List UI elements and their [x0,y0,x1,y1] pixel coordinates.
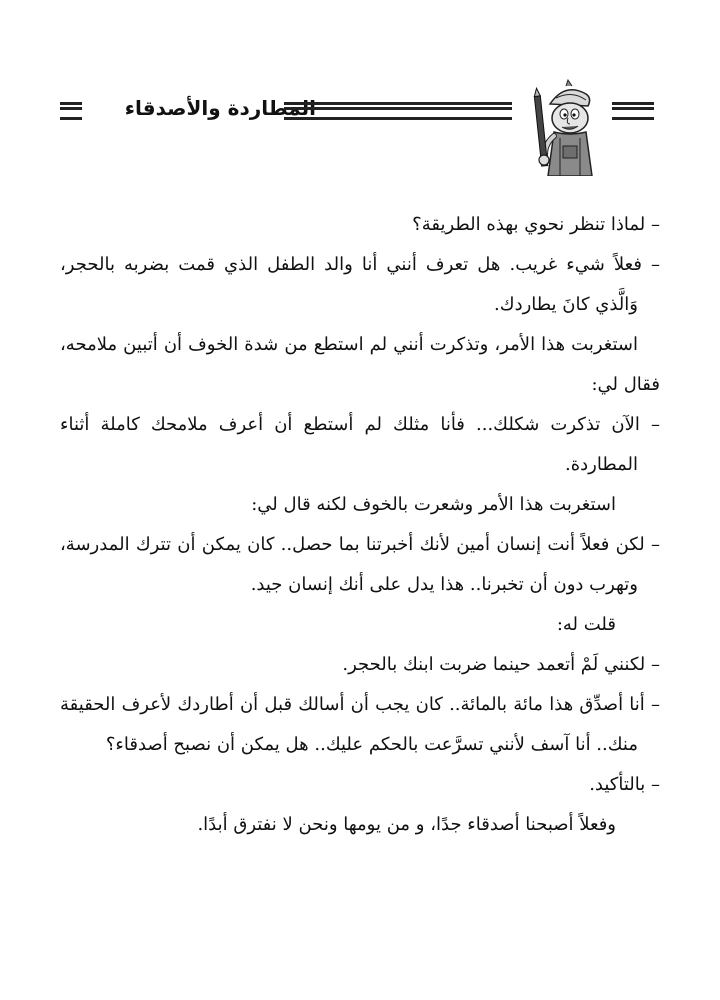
header-rule-middle [284,102,512,120]
cartoon-character-illustration [520,76,610,176]
dialogue-line: – أنا أصدِّق هذا مائة بالمائة.. كان يجب أن أسالك قبل أن أطاردك لأعرف الحقيقة منك.. أنا آسف لأنني تسرَّعت بالحكم عليك.. هل يمكن أن نصبح أصدقاء؟ [60,694,660,755]
chapter-title: المطاردة والأصدقاء [124,96,316,120]
dialogue-line: – الآن تذكرت شكلك... فأنا مثلك لم أستطع أن أعرف ملامحك كاملة أثناء المطاردة. [60,414,660,475]
dialogue-line: – لكنني لَمْ أتعمد حينما ضربت ابنك بالحجر. [342,654,660,675]
chapter-header [40,60,680,180]
narration-paragraph: استغربت هذا الأمر وشعرت بالخوف لكنه قال لي: [251,494,616,515]
dialogue-line: – لماذا تنظر نحوي بهذه الطريقة؟ [412,214,660,235]
dialogue-line: – بالتأكيد. [589,774,660,795]
narration-paragraph: استغربت هذا الأمر، وتذكرت أنني لم استطع من شدة الخوف أن أتبين ملامحه، فقال لي: [60,334,660,395]
dialogue-line: – فعلاً شيء غريب. هل تعرف أنني أنا والد الطفل الذي قمت بضربه بالحجر، وَالَّذي كانَ يطاردك. [60,254,660,315]
dialogue-line: – لكن فعلاً أنت إنسان أمين لأنك أخبرتنا بما حصل.. كان يمكن أن تترك المدرسة، وتهرب دون أن تخبرنا.. هذا يدل على أنك إنسان جيد. [60,534,660,595]
header-rule-right [612,102,654,120]
narration-paragraph: قلت له: [556,614,616,635]
story-text [60,205,660,845]
header-rule-left [60,102,82,120]
narration-paragraph: وفعلاً أصبحنا أصدقاء جدًا، و من يومها ونحن لا نفترق أبدًا. [197,814,616,835]
